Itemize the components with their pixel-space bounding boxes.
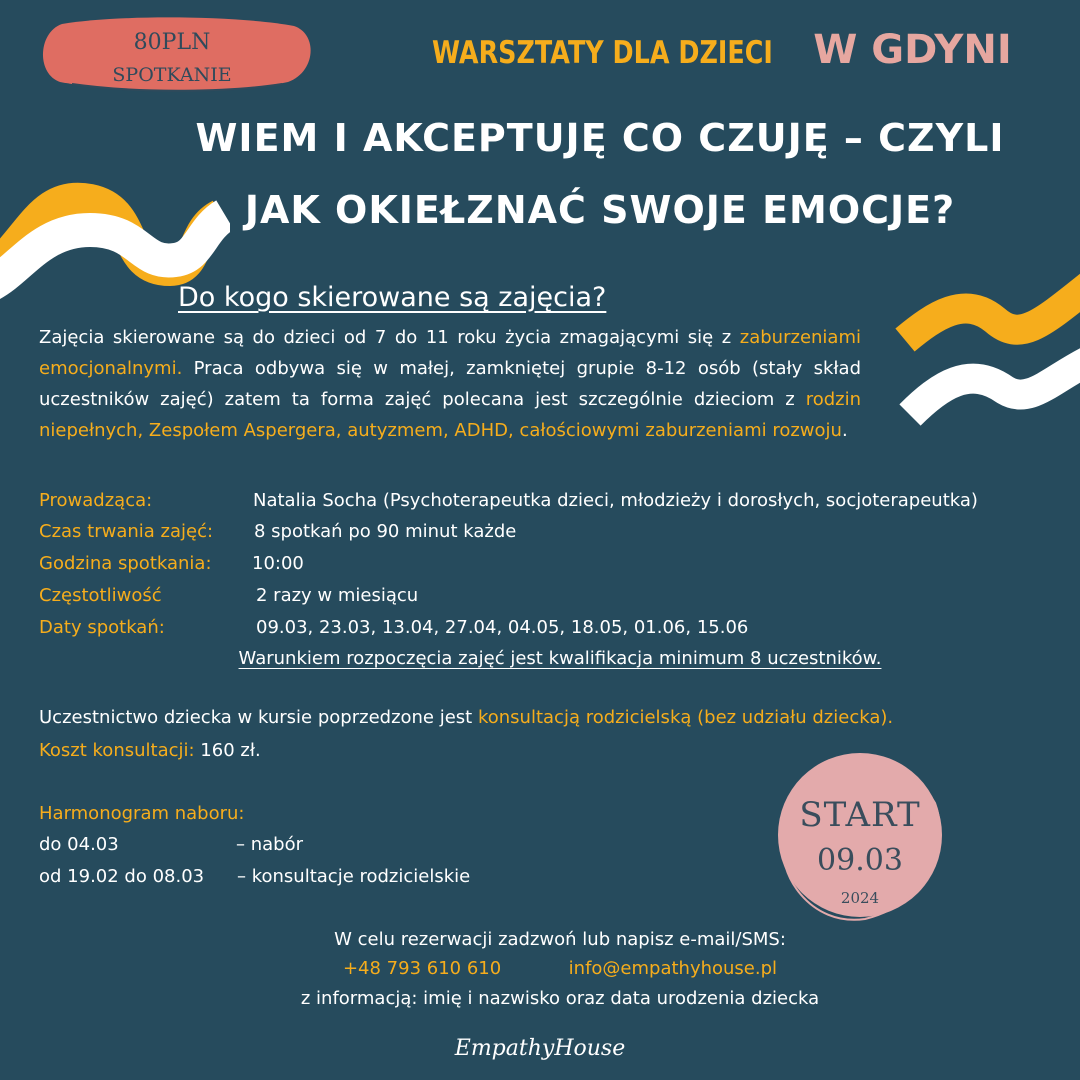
consultation-cost — [39, 740, 261, 761]
intro-text-2: Praca odbywa się w małej, zamkniętej grupie 8-12 osób (stały skład uczestników zajęć) zatem ta forma zajęć polecana jest szczególnie dzieciom z — [39, 358, 861, 410]
intro-text-3: . — [841, 420, 848, 441]
header — [432, 27, 1032, 73]
contact-info-required: z informacją: imię i nazwisko oraz data urodzenia dziecka — [300, 988, 820, 1009]
detail-label: Czas trwania zajęć: — [39, 521, 214, 542]
price-unit-label: SPOTKANIE — [112, 64, 232, 86]
price-badge — [32, 10, 314, 94]
title-line-2: JAK OKIEŁZNAĆ SWOJE EMOCJE? — [244, 188, 956, 232]
detail-label: Prowadząca: — [39, 490, 153, 511]
audience-description — [39, 322, 861, 446]
header-city: W GDYNI — [813, 27, 1012, 73]
schedule-date: od 19.02 do 08.03 — [39, 866, 205, 887]
detail-row-instructor — [39, 490, 978, 511]
detail-label: Częstotliwość — [39, 585, 162, 606]
start-date: 09.03 — [817, 843, 903, 878]
schedule-row — [39, 834, 303, 855]
participation-text: Uczestnictwo dziecka w kursie poprzedzone jest — [39, 707, 478, 728]
detail-value: 2 razy w miesiącu — [256, 585, 419, 606]
minimum-participants-note: Warunkiem rozpoczęcia zajęć jest kwalifikacja minimum 8 uczestników. — [238, 648, 882, 669]
detail-row-time — [39, 553, 304, 574]
detail-value: 09.03, 23.03, 13.04, 27.04, 04.05, 18.05, 01.06, 15.06 — [256, 617, 749, 638]
contact-instruction: W celu rezerwacji zadzwoń lub napisz e-mail/SMS: — [334, 929, 786, 950]
intro-highlight-2: rodzin niepełnych, Zespołem Aspergera, autyzmem, ADHD, całościowymi zaburzeniami rozwoju — [39, 389, 861, 441]
participation-note — [39, 707, 893, 728]
start-label: START — [799, 795, 921, 835]
phone-link[interactable]: +48 793 610 610 — [342, 958, 502, 979]
intro-highlight-1: zaburzeniami emocjonalnymi. — [39, 327, 861, 379]
detail-value: 10:00 — [252, 553, 304, 574]
detail-row-duration — [39, 521, 517, 542]
white-wave-right-decoration — [880, 330, 1080, 440]
start-date-badge — [770, 743, 950, 923]
page-title — [150, 102, 1050, 246]
contact-details — [0, 958, 1080, 979]
schedule-heading: Harmonogram naboru: — [39, 803, 245, 824]
intro-text-1: Zajęcia skierowane są do dzieci od 7 do 11 roku życia zmagającymi się z — [39, 327, 740, 348]
consultation-cost-value: 160 zł. — [194, 740, 261, 761]
empathyhouse-logo: EmpathyHouse — [454, 1036, 626, 1061]
schedule-row — [39, 866, 471, 887]
title-line-1: WIEM I AKCEPTUJĘ CO CZUJĘ – CZYLI — [195, 116, 1005, 160]
schedule-date: do 04.03 — [39, 834, 119, 855]
detail-label: Godzina spotkania: — [39, 553, 212, 574]
price-label: 80PLN — [133, 30, 211, 55]
audience-heading: Do kogo skierowane są zajęcia? — [178, 282, 607, 313]
detail-label: Daty spotkań: — [39, 617, 165, 638]
schedule-desc: – nabór — [236, 834, 303, 855]
header-prefix: WARSZTATY DLA DZIECI — [432, 35, 773, 71]
email-link[interactable]: info@empathyhouse.pl — [568, 958, 778, 979]
consultation-cost-label: Koszt konsultacji: — [39, 740, 195, 761]
start-year: 2024 — [840, 889, 880, 907]
detail-row-dates — [39, 617, 749, 638]
detail-row-frequency — [39, 585, 419, 606]
detail-value: Natalia Socha (Psychoterapeutka dzieci, młodzieży i dorosłych, socjoterapeutka) — [253, 490, 978, 511]
schedule-desc: – konsultacje rodzicielskie — [237, 866, 471, 887]
participation-highlight: konsultacją rodzicielską (bez udziału dziecka). — [477, 707, 894, 728]
detail-value: 8 spotkań po 90 minut każde — [254, 521, 517, 542]
